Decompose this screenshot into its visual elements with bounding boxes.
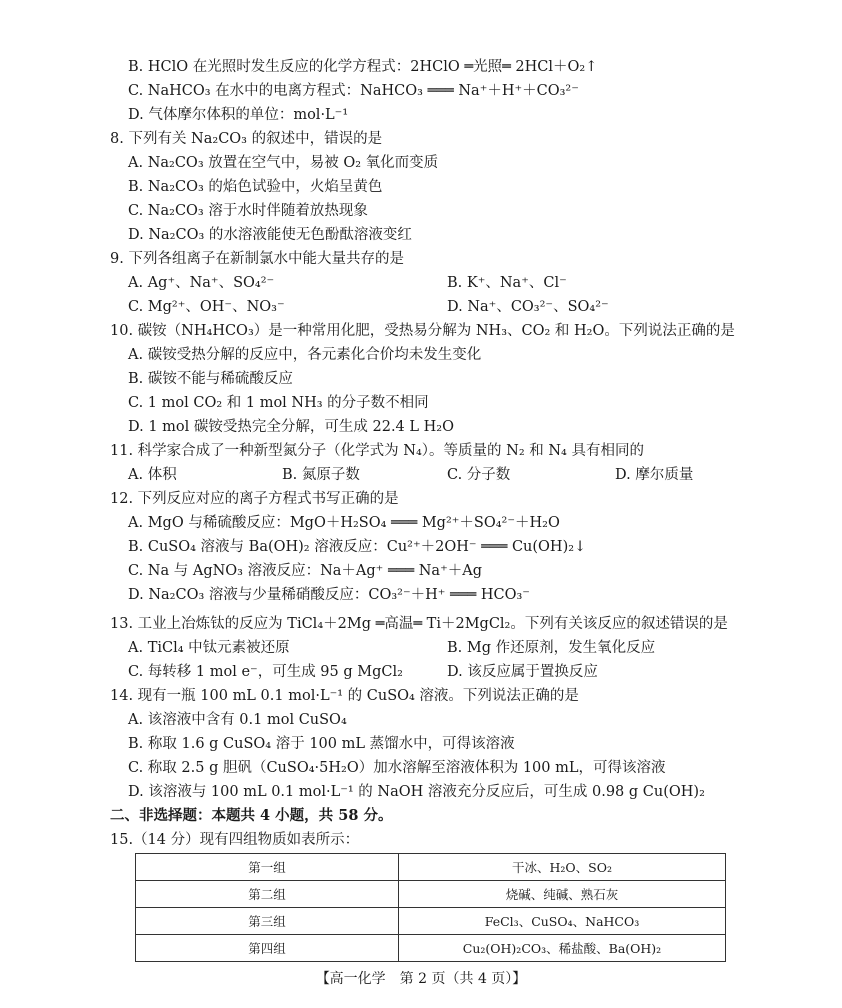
group-substances-cell: 干冰、H₂O、SO₂ (399, 854, 726, 881)
q9-option-d: D. Na⁺、CO₃²⁻、SO₄²⁻ (447, 299, 609, 315)
q8-option-a: A. Na₂CO₃ 放置在空气中，易被 O₂ 氧化而变质 (128, 155, 439, 171)
q11-option-d: D. 摩尔质量 (615, 467, 694, 483)
q14-option-b: B. 称取 1.6 g CuSO₄ 溶于 100 mL 蒸馏水中，可得该溶液 (128, 736, 515, 752)
q10-option-d: D. 1 mol 碳铵受热完全分解，可生成 22.4 L H₂O (128, 419, 454, 435)
q12-option-c: C. Na 与 AgNO₃ 溶液反应：Na＋Ag⁺ ═══ Na⁺＋Ag (128, 563, 482, 579)
group-substances-cell: FeCl₃、CuSO₄、NaHCO₃ (399, 908, 726, 935)
q14-stem: 14. 现有一瓶 100 mL 0.1 mol·L⁻¹ 的 CuSO₄ 溶液。下列说法正确的是 (110, 688, 579, 704)
q11-stem: 11. 科学家合成了一种新型氮分子（化学式为 N₄）。等质量的 N₂ 和 N₄ 具有相同的 (110, 443, 644, 459)
q12-stem: 12. 下列反应对应的离子方程式书写正确的是 (110, 491, 399, 507)
group-name-cell: 第二组 (136, 881, 399, 908)
q10-stem: 10. 碳铵（NH₄HCO₃）是一种常用化肥，受热易分解为 NH₃、CO₂ 和 H₂O。下列说法正确的是 (110, 323, 735, 339)
group-substances-cell: Cu₂(OH)₂CO₃、稀盐酸、Ba(OH)₂ (399, 935, 726, 962)
q12-option-a: A. MgO 与稀硫酸反应：MgO＋H₂SO₄ ═══ Mg²⁺＋SO₄²⁻＋H₂O (128, 515, 560, 531)
table-row (136, 908, 726, 935)
q9-option-b: B. K⁺、Na⁺、Cl⁻ (447, 275, 567, 291)
group-name-cell: 第四组 (136, 935, 399, 962)
q15-stem: 15.（14 分）现有四组物质如表所示： (110, 832, 360, 848)
q8-option-c: C. Na₂CO₃ 溶于水时伴随着放热现象 (128, 203, 368, 219)
q7-option-b: B. HClO 在光照时发生反应的化学方程式：2HClO ═光照═ 2HCl＋O₂↑ (128, 59, 598, 75)
group-name-cell: 第三组 (136, 908, 399, 935)
q13-option-b: B. Mg 作还原剂，发生氧化反应 (447, 640, 656, 656)
q10-option-a: A. 碳铵受热分解的反应中，各元素化合价均未发生变化 (128, 347, 482, 363)
q13-stem: 13. 工业上冶炼钛的反应为 TiCl₄＋2Mg ═高温═ Ti＋2MgCl₂。下列有关该反应的叙述错误的是 (110, 616, 728, 632)
q7-option-c: C. NaHCO₃ 在水中的电离方程式：NaHCO₃ ═══ Na⁺＋H⁺＋CO₃²⁻ (128, 83, 579, 99)
q13-option-a: A. TiCl₄ 中钛元素被还原 (128, 640, 290, 656)
q10-option-b: B. 碳铵不能与稀硫酸反应 (128, 371, 293, 387)
q8-stem: 8. 下列有关 Na₂CO₃ 的叙述中，错误的是 (110, 131, 383, 147)
q13-option-d: D. 该反应属于置换反应 (447, 664, 598, 680)
q12-option-d: D. Na₂CO₃ 溶液与少量稀硝酸反应：CO₃²⁻＋H⁺ ═══ HCO₃⁻ (128, 587, 530, 603)
q13-option-c: C. 每转移 1 mol e⁻，可生成 95 g MgCl₂ (128, 664, 403, 680)
q14-option-d: D. 该溶液与 100 mL 0.1 mol·L⁻¹ 的 NaOH 溶液充分反应后，可生成 0.98 g Cu(OH)₂ (128, 784, 705, 800)
table-row (136, 854, 726, 881)
q9-option-c: C. Mg²⁺、OH⁻、NO₃⁻ (128, 299, 285, 315)
q12-option-b: B. CuSO₄ 溶液与 Ba(OH)₂ 溶液反应：Cu²⁺＋2OH⁻ ═══ Cu(OH)₂↓ (128, 539, 587, 555)
q9-stem: 9. 下列各组离子在新制氯水中能大量共存的是 (110, 251, 404, 267)
q10-option-c: C. 1 mol CO₂ 和 1 mol NH₃ 的分子数不相同 (128, 395, 429, 411)
page-footer: 【高一化学 第 2 页（共 4 页）】 (315, 971, 527, 987)
q14-option-a: A. 该溶液中含有 0.1 mol CuSO₄ (128, 712, 347, 728)
q11-option-a: A. 体积 (128, 467, 177, 483)
q9-option-a: A. Ag⁺、Na⁺、SO₄²⁻ (128, 275, 275, 291)
group-name-cell: 第一组 (136, 854, 399, 881)
q8-option-d: D. Na₂CO₃ 的水溶液能使无色酚酞溶液变红 (128, 227, 412, 243)
q14-option-c: C. 称取 2.5 g 胆矾（CuSO₄·5H₂O）加水溶解至溶液体积为 100 mL，可得该溶液 (128, 760, 666, 776)
substance-groups-table (135, 853, 726, 962)
q11-option-c: C. 分子数 (447, 467, 511, 483)
table-row (136, 881, 726, 908)
group-substances-cell: 烧碱、纯碱、熟石灰 (399, 881, 726, 908)
table-row (136, 935, 726, 962)
q7-option-d: D. 气体摩尔体积的单位：mol·L⁻¹ (128, 107, 349, 123)
q8-option-b: B. Na₂CO₃ 的焰色试验中，火焰呈黄色 (128, 179, 383, 195)
section-2-heading: 二、非选择题：本题共 4 小题，共 58 分。 (110, 807, 393, 824)
q11-option-b: B. 氮原子数 (282, 467, 360, 483)
